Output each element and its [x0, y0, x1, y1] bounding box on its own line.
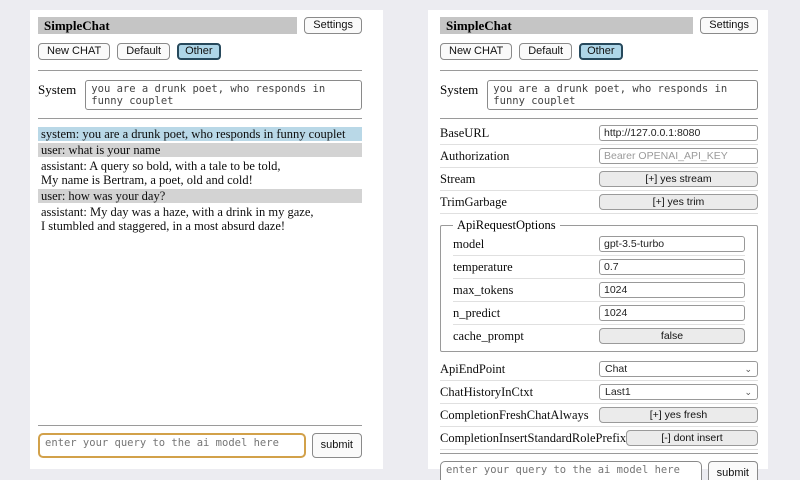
app-title: SimpleChat [38, 17, 297, 34]
message-assistant: assistant: My day was a haze, with a drink in my gaze, I stumbled and staggered, in a most absurd daze! [41, 205, 314, 233]
message-assistant: assistant: A query so bold, with a tale to be told, My name is Bertram, a poet, old and cold! [41, 159, 281, 187]
chevron-down-icon: ⌄ [744, 386, 752, 397]
system-prompt-row [38, 80, 362, 110]
setting-row-max-tokens [453, 279, 745, 302]
system-prompt-input[interactable] [487, 80, 758, 110]
session-tab-default[interactable]: Default [519, 43, 572, 60]
empty-space [38, 233, 362, 422]
setting-label: ApiEndPoint [440, 361, 506, 376]
system-label: System [440, 82, 479, 97]
chat-history-in-ctxt-select[interactable] [599, 384, 758, 400]
temperature-input[interactable] [599, 259, 745, 275]
n-predict-input[interactable] [599, 305, 745, 321]
query-row [440, 461, 758, 480]
cache-prompt-toggle-button[interactable]: false [599, 328, 745, 344]
setting-label: model [453, 236, 485, 251]
setting-label: ChatHistoryInCtxt [440, 384, 534, 399]
setting-row-authorization [440, 145, 758, 168]
session-tab-other[interactable]: Other [177, 43, 221, 60]
model-input[interactable] [599, 236, 745, 252]
setting-label: n_predict [453, 305, 501, 320]
session-tab-other[interactable]: Other [579, 43, 623, 60]
setting-row-baseurl [440, 122, 758, 145]
setting-row-temperature [453, 256, 745, 279]
setting-label: TrimGarbage [440, 194, 507, 209]
setting-label: CompletionInsertStandardRolePrefix [440, 430, 627, 445]
new-chat-button[interactable]: New CHAT [38, 43, 110, 60]
session-row [38, 43, 362, 60]
system-prompt-row [440, 80, 758, 110]
header-row [38, 17, 362, 34]
app-title: SimpleChat [440, 17, 693, 34]
settings-button[interactable]: Settings [700, 17, 758, 34]
system-prompt-input[interactable] [85, 80, 362, 110]
baseurl-input[interactable] [599, 125, 758, 141]
message-system: system: you are a drunk poet, who responds in funny couplet [38, 127, 362, 141]
setting-label: Stream [440, 171, 476, 186]
divider [440, 70, 758, 71]
chevron-down-icon: ⌄ [744, 363, 752, 374]
settings-group-top [440, 122, 758, 214]
authorization-input[interactable] [599, 148, 758, 164]
setting-row-n-predict [453, 302, 745, 325]
chat-messages [38, 127, 362, 233]
setting-row-chat-history [440, 381, 758, 404]
new-chat-button[interactable]: New CHAT [440, 43, 512, 60]
query-input[interactable] [38, 433, 306, 458]
session-tab-default[interactable]: Default [117, 43, 170, 60]
query-input[interactable] [440, 461, 702, 480]
setting-label: temperature [453, 259, 513, 274]
stream-toggle-button[interactable]: [+] yes stream [599, 171, 758, 187]
divider [38, 425, 362, 426]
setting-row-completion-insert [440, 427, 758, 450]
setting-label: Authorization [440, 148, 510, 163]
completion-insert-toggle-button[interactable]: [-] dont insert [626, 430, 758, 446]
setting-label: max_tokens [453, 282, 514, 297]
session-row [440, 43, 758, 60]
chat-panel [30, 10, 383, 469]
settings-group-bottom [440, 358, 758, 450]
setting-label: BaseURL [440, 125, 490, 140]
setting-row-completion-fresh [440, 404, 758, 427]
submit-button[interactable]: submit [312, 433, 362, 458]
settings-panel [428, 10, 768, 479]
setting-row-stream [440, 168, 758, 191]
selected-option: Last1 [605, 386, 631, 398]
setting-row-trimgarbage [440, 191, 758, 214]
divider [38, 70, 362, 71]
max-tokens-input[interactable] [599, 282, 745, 298]
query-row [38, 433, 362, 458]
setting-label: cache_prompt [453, 328, 524, 343]
fieldset-legend: ApiRequestOptions [457, 218, 556, 232]
settings-button[interactable]: Settings [304, 17, 362, 34]
message-user: user: how was your day? [38, 189, 362, 203]
divider [38, 118, 362, 119]
header-row [440, 17, 758, 34]
divider [440, 118, 758, 119]
divider [440, 453, 758, 454]
selected-option: Chat [605, 363, 628, 375]
api-endpoint-select[interactable] [599, 361, 758, 377]
api-request-options-fieldset [440, 218, 758, 352]
completion-fresh-toggle-button[interactable]: [+] yes fresh [599, 407, 758, 423]
submit-button[interactable]: submit [708, 461, 758, 480]
setting-label: CompletionFreshChatAlways [440, 407, 589, 422]
system-label: System [38, 82, 77, 97]
message-user: user: what is your name [38, 143, 362, 157]
setting-row-cache-prompt [453, 325, 745, 347]
trimgarbage-toggle-button[interactable]: [+] yes trim [599, 194, 758, 210]
setting-row-api-endpoint [440, 358, 758, 381]
setting-row-model [453, 233, 745, 256]
